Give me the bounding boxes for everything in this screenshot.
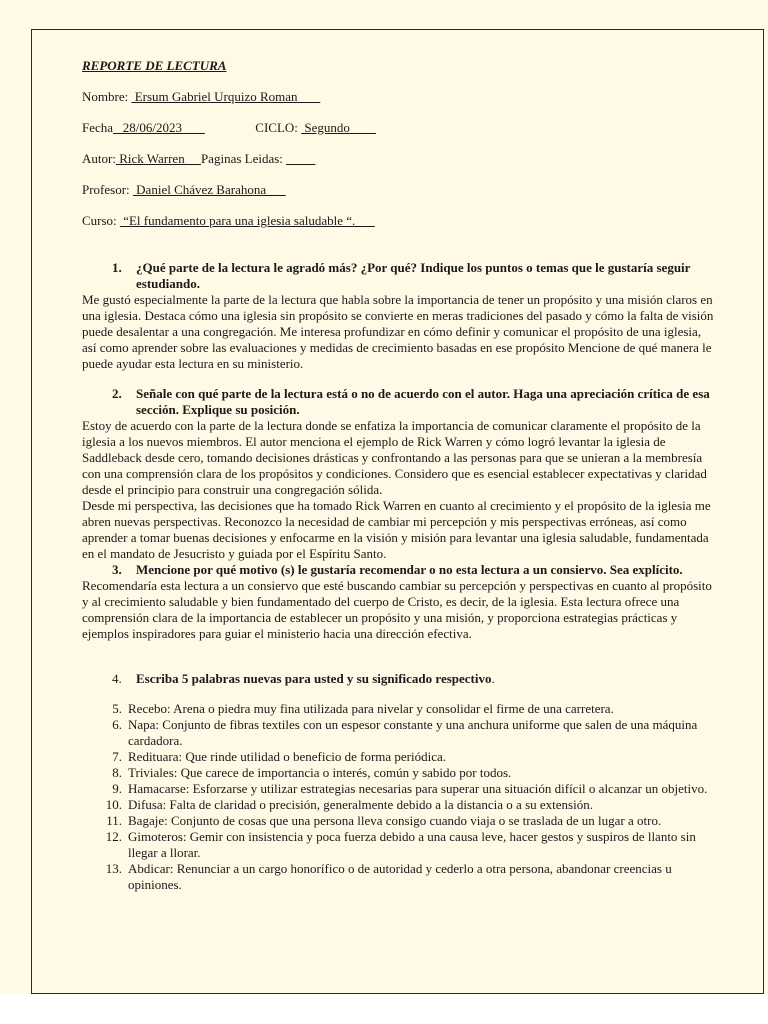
- paginas-label: Paginas Leidas:: [200, 151, 283, 166]
- curso-field: [82, 213, 714, 229]
- question-4-suffix: .: [491, 671, 495, 686]
- question-2-number: 2.: [112, 386, 122, 401]
- word-number: 12.: [105, 829, 122, 844]
- autor-value: Rick Warren: [115, 151, 201, 166]
- paginas-value: [286, 151, 315, 166]
- question-1: [82, 260, 714, 292]
- fecha-ciclo-row: [82, 120, 714, 136]
- word-number: 5.: [112, 701, 122, 716]
- curso-label: Curso:: [82, 213, 117, 228]
- word-number: 13.: [105, 861, 122, 876]
- question-3-text: Mencione por qué motivo (s) le gustaría recomendar o no esta lectura a un consiervo. Sea explícito.: [136, 562, 683, 577]
- word-definition: Redituara: Que rinde utilidad o beneficio de forma periódica.: [128, 749, 447, 764]
- word-number: 9.: [112, 781, 122, 796]
- fecha-label: Fecha: [82, 120, 114, 135]
- question-1-number: 1.: [112, 260, 122, 275]
- answer-2: Estoy de acuerdo con la parte de la lectura donde se enfatiza la importancia de comunicar claramente el propósito de la iglesia a los nuevos miembros. El autor menciona el ejemplo de Rick Warren y cómo logró levantar la iglesia de Saddleback desde cero, tomando decisiones drásticas y confrontando a las personas para que se unieran a la membresía con una comprensión clara de los propósitos y condiciones. Considero que es esencial establecer expectativas y claridad desde el principio para construir una congregación sólida.: [82, 418, 707, 497]
- answer-2-continued: Desde mi perspectiva, las decisiones que ha tomado Rick Warren en cuanto al crecimiento y el propósito de la iglesia me abren nuevas perspectivas. Reconozco la necesidad de cambiar mi percepción y mis perspectivas erróneas, así como aprender a tomar buenas decisiones y enfocarme en la visión y misión para levantar una iglesia saludable, fundamentada en el mandato de Jesucristo y guiada por el Espíritu Santo.: [82, 498, 711, 561]
- report-title: REPORTE DE LECTURA: [82, 58, 227, 73]
- words-list: [82, 701, 714, 893]
- word-definition: Triviales: Que carece de importancia o interés, común y sabido por todos.: [128, 765, 512, 780]
- word-number: 10.: [105, 797, 122, 812]
- document-content: [82, 58, 714, 893]
- word-number: 11.: [106, 813, 122, 828]
- nombre-label: Nombre:: [82, 89, 129, 104]
- list-item: [82, 781, 714, 797]
- list-item: [82, 765, 714, 781]
- profesor-field: [82, 182, 714, 198]
- question-2-text: Señale con qué parte de la lectura está o no de acuerdo con el autor. Haga una apreciación crítica de esa sección. Explique su posición.: [136, 386, 710, 417]
- answer-1: Me gustó especialmente la parte de la lectura que habla sobre la importancia de tener un propósito y una misión claros en una iglesia. Destaca cómo una iglesia sin propósito se convierte en meras tradiciones del pasado y cómo la falta de visión puede desalentar a una congregación. Me interesa profundizar en cómo definir y comunicar el propósito de una iglesia, así como aprender sobre las evaluaciones y medidas de crecimiento basadas en ese propósito Mencione de qué manera le puede ayudar esta lectura en su ministerio.: [82, 292, 714, 371]
- question-4-number: 4.: [112, 671, 122, 686]
- list-item: [82, 701, 714, 717]
- word-definition: Napa: Conjunto de fibras textiles con un espesor constante y una anchura uniforme que salen de una máquina cardadora.: [128, 717, 698, 748]
- word-number: 6.: [112, 717, 122, 732]
- autor-paginas-row: [82, 151, 714, 167]
- nombre-value: Ersum Gabriel Urquizo Roman: [131, 89, 321, 104]
- question-3: [82, 562, 714, 578]
- list-item: [82, 861, 714, 893]
- ciclo-value: Segundo: [301, 120, 376, 135]
- word-definition: Difusa: Falta de claridad o precisión, generalmente debido a la distancia o a su extensión.: [128, 797, 593, 812]
- list-item: [82, 829, 714, 861]
- list-item: [82, 717, 714, 749]
- page-gap: [0, 994, 768, 1024]
- word-definition: Bagaje: Conjunto de cosas que una persona lleva consigo cuando viaja o se traslada de un lugar a otro.: [128, 813, 662, 828]
- nombre-field: [82, 89, 714, 105]
- ciclo-label: CICLO:: [255, 120, 298, 135]
- question-4-text: Escriba 5 palabras nuevas para usted y su significado respectivo: [136, 671, 492, 686]
- fecha-value: 28/06/2023: [113, 120, 205, 135]
- question-2: [82, 386, 714, 418]
- profesor-value: Daniel Chávez Barahona: [132, 182, 286, 197]
- word-number: 7.: [112, 749, 122, 764]
- word-definition: Gimoteros: Gemir con insistencia y poca fuerza debido a una causa leve, hacer gestos y suspiros de llanto sin llegar a llorar.: [128, 829, 696, 860]
- question-3-number: 3.: [112, 562, 122, 577]
- word-definition: Hamacarse: Esforzarse y utilizar estrategias necesarias para superar una situación difícil o alcanzar un objetivo.: [128, 781, 708, 796]
- word-definition: Recebo: Arena o piedra muy fina utilizada para nivelar y consolidar el firme de una carretera.: [128, 701, 614, 716]
- curso-value: “El fundamento para una iglesia saludable “.: [119, 213, 375, 228]
- word-number: 8.: [112, 765, 122, 780]
- question-4: [82, 671, 714, 687]
- list-item: [82, 813, 714, 829]
- list-item: [82, 749, 714, 765]
- autor-label: Autor:: [82, 151, 116, 166]
- list-item: [82, 797, 714, 813]
- word-definition: Abdicar: Renunciar a un cargo honorífico o de autoridad y cederlo a otra persona, abandonar creencias u opiniones.: [128, 861, 672, 892]
- question-1-text: ¿Qué parte de la lectura le agradó más? ¿Por qué? Indique los puntos o temas que le gustaría seguir estudiando.: [136, 260, 691, 291]
- answer-3: Recomendaría esta lectura a un consiervo que esté buscando cambiar su percepción y perspectivas en cuanto al propósito y al crecimiento saludable y bien fundamentado del cuerpo de Cristo, es decir, de la iglesia. Esta lectura ofrece una comprensión clara de la importancia de establecer un propósito y una misión, y proporciona estrategias prácticas y ejemplos inspiradores para guiar el ministerio hacia una dirección efectiva.: [82, 578, 712, 641]
- profesor-label: Profesor:: [82, 182, 130, 197]
